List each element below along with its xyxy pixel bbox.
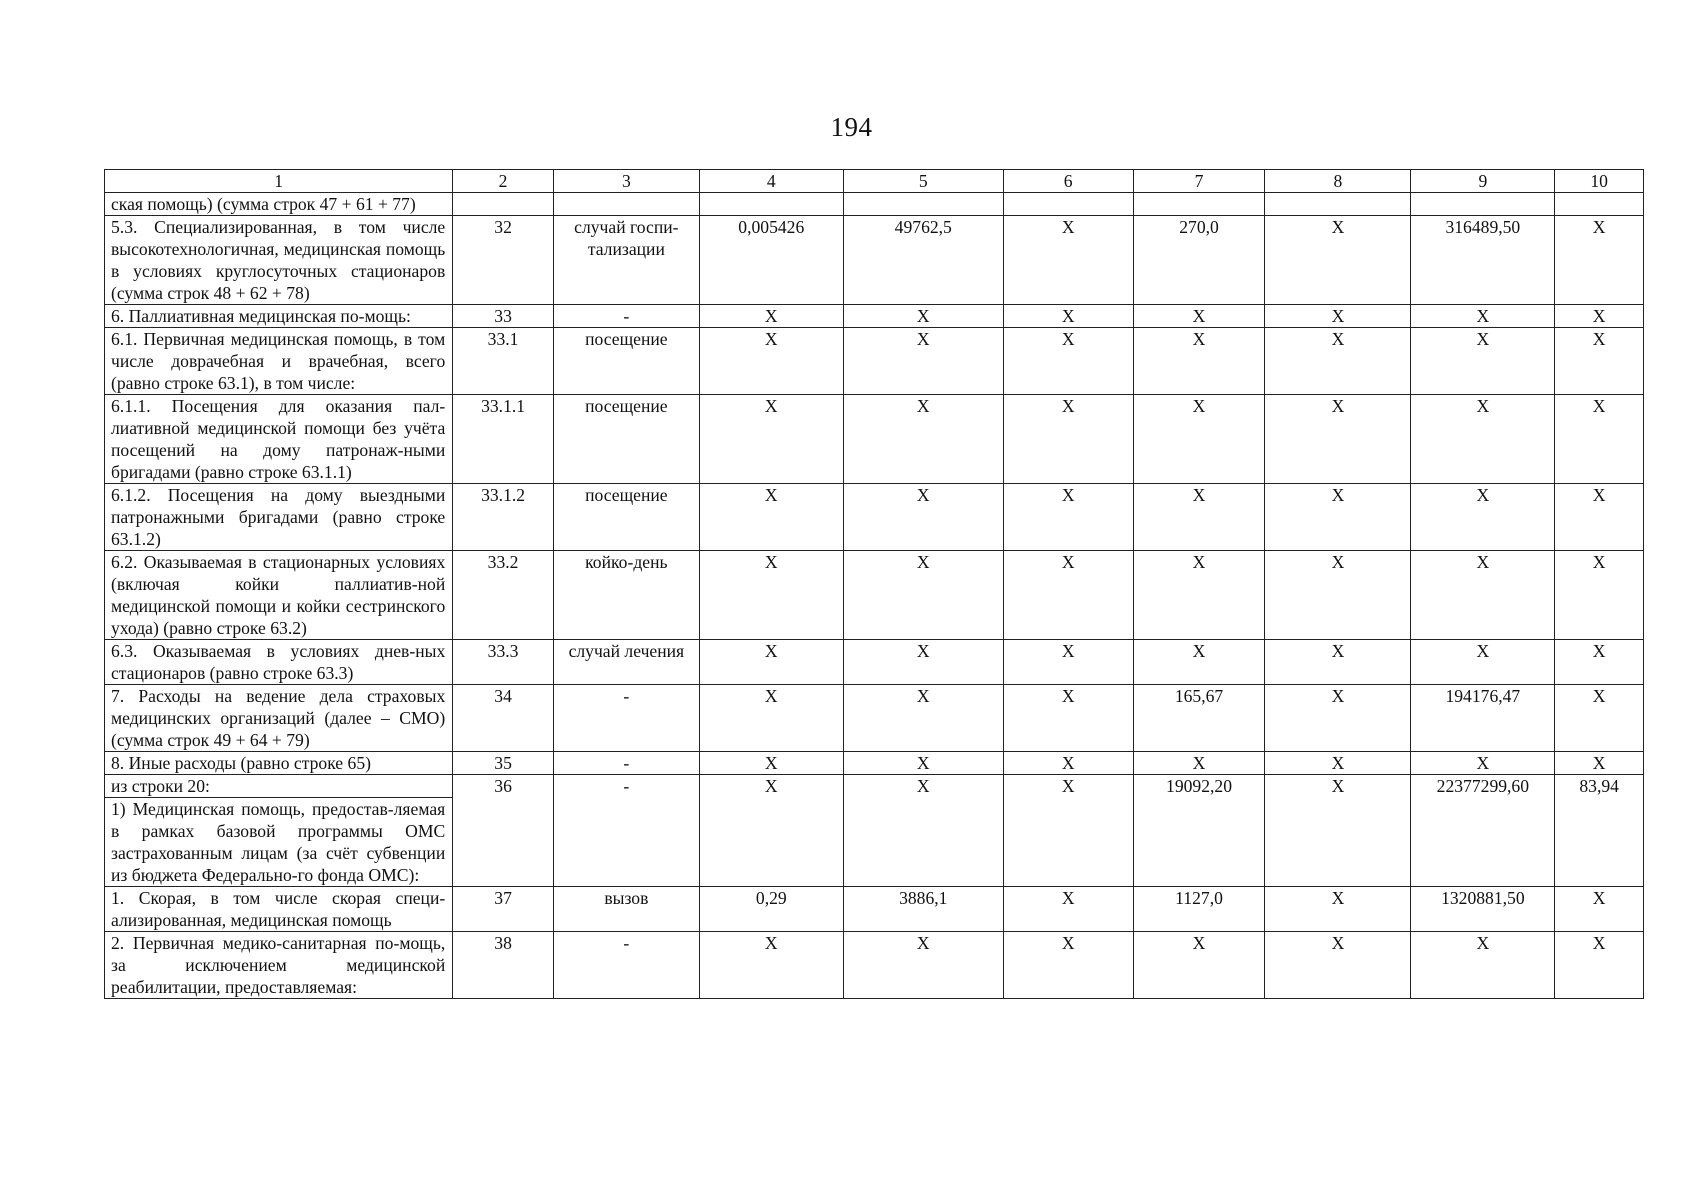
value-cell: X xyxy=(1555,887,1644,932)
value-cell: X xyxy=(1133,551,1265,640)
value-cell: X xyxy=(1411,305,1555,328)
value-cell: X xyxy=(1265,216,1411,305)
row-label: 6.1. Первичная медицинская помощь, в том числе доврачебная и врачебная, всего (равно строке 63.1), в том числе: xyxy=(105,328,453,395)
row-label: 1. Скорая, в том числе скорая специ-ализированная, медицинская помощь xyxy=(105,887,453,932)
value-cell: X xyxy=(699,685,843,752)
value-cell: X xyxy=(1555,395,1644,484)
table-row xyxy=(105,887,1644,932)
value-cell: 0,29 xyxy=(699,887,843,932)
table-header-row xyxy=(105,170,1644,193)
table-row xyxy=(105,752,1644,775)
unit-of-measure: случай госпи-тализации xyxy=(553,216,699,305)
value-cell: X xyxy=(1265,887,1411,932)
column-header: 4 xyxy=(699,170,843,193)
value-cell: X xyxy=(1411,932,1555,999)
value-cell: X xyxy=(1555,640,1644,685)
table-row xyxy=(105,685,1644,752)
row-code: 37 xyxy=(453,887,554,932)
value-cell: X xyxy=(1555,551,1644,640)
row-code: 33.2 xyxy=(453,551,554,640)
table-row xyxy=(105,328,1644,395)
row-label: 6. Паллиативная медицинская по-мощь: xyxy=(105,305,453,328)
row-code: 34 xyxy=(453,685,554,752)
value-cell: X xyxy=(1003,395,1133,484)
value-cell: 83,94 xyxy=(1555,775,1644,887)
value-cell: X xyxy=(1265,752,1411,775)
value-cell: X xyxy=(1265,775,1411,887)
table-row xyxy=(105,305,1644,328)
value-cell: 316489,50 xyxy=(1411,216,1555,305)
value-cell: X xyxy=(699,551,843,640)
value-cell xyxy=(1265,193,1411,216)
row-code: 33.1 xyxy=(453,328,554,395)
row-code: 33 xyxy=(453,305,554,328)
value-cell: X xyxy=(1265,395,1411,484)
row-code: 33.3 xyxy=(453,640,554,685)
unit-of-measure: - xyxy=(553,752,699,775)
value-cell xyxy=(1003,193,1133,216)
unit-of-measure: - xyxy=(553,775,699,887)
row-label: 6.1.1. Посещения для оказания пал-лиативной медицинской помощи без учёта посещений на дому патронаж-ными бригадами (равно строке 63.1.1) xyxy=(105,395,453,484)
value-cell: X xyxy=(1555,752,1644,775)
table-row xyxy=(105,216,1644,305)
value-cell: X xyxy=(1003,685,1133,752)
value-cell: 1127,0 xyxy=(1133,887,1265,932)
value-cell: X xyxy=(699,932,843,999)
table-row xyxy=(105,932,1644,999)
unit-of-measure: посещение xyxy=(553,484,699,551)
row-label: 6.1.2. Посещения на дому выездными патронажными бригадами (равно строке 63.1.2) xyxy=(105,484,453,551)
value-cell: X xyxy=(1133,484,1265,551)
value-cell: X xyxy=(843,775,1003,887)
value-cell xyxy=(1133,193,1265,216)
row-code: 33.1.2 xyxy=(453,484,554,551)
page-number: 194 xyxy=(830,112,873,142)
value-cell: X xyxy=(699,752,843,775)
value-cell: X xyxy=(1003,932,1133,999)
value-cell: X xyxy=(1411,752,1555,775)
value-cell: 22377299,60 xyxy=(1411,775,1555,887)
value-cell: X xyxy=(843,685,1003,752)
table-row xyxy=(105,395,1644,484)
value-cell: X xyxy=(1003,752,1133,775)
value-cell: 194176,47 xyxy=(1411,685,1555,752)
unit-of-measure: случай лечения xyxy=(553,640,699,685)
value-cell: X xyxy=(1555,328,1644,395)
unit-of-measure: койко-день xyxy=(553,551,699,640)
value-cell: X xyxy=(1003,551,1133,640)
column-header: 2 xyxy=(453,170,554,193)
value-cell: X xyxy=(843,752,1003,775)
value-cell xyxy=(1555,193,1644,216)
value-cell: X xyxy=(1411,484,1555,551)
value-cell: X xyxy=(1133,640,1265,685)
value-cell: X xyxy=(1003,328,1133,395)
value-cell: X xyxy=(1555,484,1644,551)
value-cell: X xyxy=(1133,932,1265,999)
row-code: 36 xyxy=(453,775,554,887)
value-cell: X xyxy=(1133,305,1265,328)
value-cell: X xyxy=(843,551,1003,640)
value-cell: X xyxy=(699,328,843,395)
value-cell: X xyxy=(843,932,1003,999)
value-cell: X xyxy=(699,305,843,328)
value-cell: X xyxy=(1265,640,1411,685)
row-label: 8. Иные расходы (равно строке 65) xyxy=(105,752,453,775)
unit-of-measure: - xyxy=(553,932,699,999)
value-cell: X xyxy=(1265,932,1411,999)
unit-of-measure: - xyxy=(553,305,699,328)
row-label: 2. Первичная медико-санитарная по-мощь, за исключением медицинской реабилитации, предоставляемая: xyxy=(105,932,453,999)
value-cell: X xyxy=(1003,887,1133,932)
value-cell: X xyxy=(699,640,843,685)
value-cell: X xyxy=(699,484,843,551)
value-cell xyxy=(843,193,1003,216)
row-label: 6.2. Оказываемая в стационарных условиях (включая койки паллиатив-ной медицинской помощи и койки сестринского ухода) (равно строке 63.2) xyxy=(105,551,453,640)
table-row xyxy=(105,551,1644,640)
row-label: ская помощь) (сумма строк 47 + 61 + 77) xyxy=(105,193,453,216)
column-header: 1 xyxy=(105,170,453,193)
column-header: 6 xyxy=(1003,170,1133,193)
value-cell: X xyxy=(1265,551,1411,640)
table-row xyxy=(105,640,1644,685)
unit-of-measure: - xyxy=(553,685,699,752)
value-cell: 0,005426 xyxy=(699,216,843,305)
value-cell: X xyxy=(1265,484,1411,551)
column-header: 3 xyxy=(553,170,699,193)
value-cell: X xyxy=(1133,752,1265,775)
value-cell: X xyxy=(1411,551,1555,640)
value-cell: X xyxy=(1411,395,1555,484)
column-header: 9 xyxy=(1411,170,1555,193)
row-label: 6.3. Оказываемая в условиях днев-ных стационаров (равно строке 63.3) xyxy=(105,640,453,685)
row-code: 33.1.1 xyxy=(453,395,554,484)
value-cell: X xyxy=(1555,305,1644,328)
column-header: 10 xyxy=(1555,170,1644,193)
value-cell: X xyxy=(1003,775,1133,887)
value-cell: X xyxy=(1265,305,1411,328)
value-cell: X xyxy=(843,484,1003,551)
table-row xyxy=(105,775,1644,887)
value-cell: X xyxy=(1555,685,1644,752)
value-cell: X xyxy=(1003,484,1133,551)
unit-of-measure: вызов xyxy=(553,887,699,932)
value-cell: X xyxy=(1133,395,1265,484)
value-cell: X xyxy=(1003,216,1133,305)
table-row xyxy=(105,484,1644,551)
data-table xyxy=(104,169,1644,999)
value-cell: 49762,5 xyxy=(843,216,1003,305)
row-label: 7. Расходы на ведение дела страховых медицинских организаций (далее – СМО) (сумма строк 49 + 64 + 79) xyxy=(105,685,453,752)
row-code: 32 xyxy=(453,216,554,305)
unit-of-measure: посещение xyxy=(553,328,699,395)
value-cell: X xyxy=(1555,932,1644,999)
column-header: 7 xyxy=(1133,170,1265,193)
row-label-cell xyxy=(105,775,453,887)
value-cell: 3886,1 xyxy=(843,887,1003,932)
value-cell: X xyxy=(699,395,843,484)
value-cell: X xyxy=(1411,328,1555,395)
value-cell: X xyxy=(1265,685,1411,752)
value-cell xyxy=(699,193,843,216)
value-cell: X xyxy=(699,775,843,887)
value-cell: 1320881,50 xyxy=(1411,887,1555,932)
value-cell: X xyxy=(843,395,1003,484)
column-header: 5 xyxy=(843,170,1003,193)
value-cell: X xyxy=(843,305,1003,328)
unit-of-measure: посещение xyxy=(553,395,699,484)
section-label: из строки 20: xyxy=(105,775,452,798)
value-cell: X xyxy=(1555,216,1644,305)
value-cell: X xyxy=(843,328,1003,395)
row-label: 5.3. Специализированная, в том числе высокотехнологичная, медицинская помощь в условиях круглосуточных стационаров (сумма строк 48 + 62 + 78) xyxy=(105,216,453,305)
row-code xyxy=(453,193,554,216)
value-cell: 270,0 xyxy=(1133,216,1265,305)
value-cell: X xyxy=(1003,305,1133,328)
unit-of-measure xyxy=(553,193,699,216)
value-cell: X xyxy=(843,640,1003,685)
table-row xyxy=(105,193,1644,216)
value-cell: X xyxy=(1003,640,1133,685)
value-cell: X xyxy=(1133,328,1265,395)
value-cell: 19092,20 xyxy=(1133,775,1265,887)
row-label: 1) Медицинская помощь, предостав-ляемая в рамках базовой программы ОМС застрахованным лицам (за счёт субвенции из бюджета Федерально-го фонда ОМС): xyxy=(111,799,446,885)
table-body xyxy=(105,170,1644,999)
value-cell: X xyxy=(1265,328,1411,395)
value-cell: X xyxy=(1411,640,1555,685)
row-code: 38 xyxy=(453,932,554,999)
row-code: 35 xyxy=(453,752,554,775)
value-cell: 165,67 xyxy=(1133,685,1265,752)
value-cell xyxy=(1411,193,1555,216)
column-header: 8 xyxy=(1265,170,1411,193)
